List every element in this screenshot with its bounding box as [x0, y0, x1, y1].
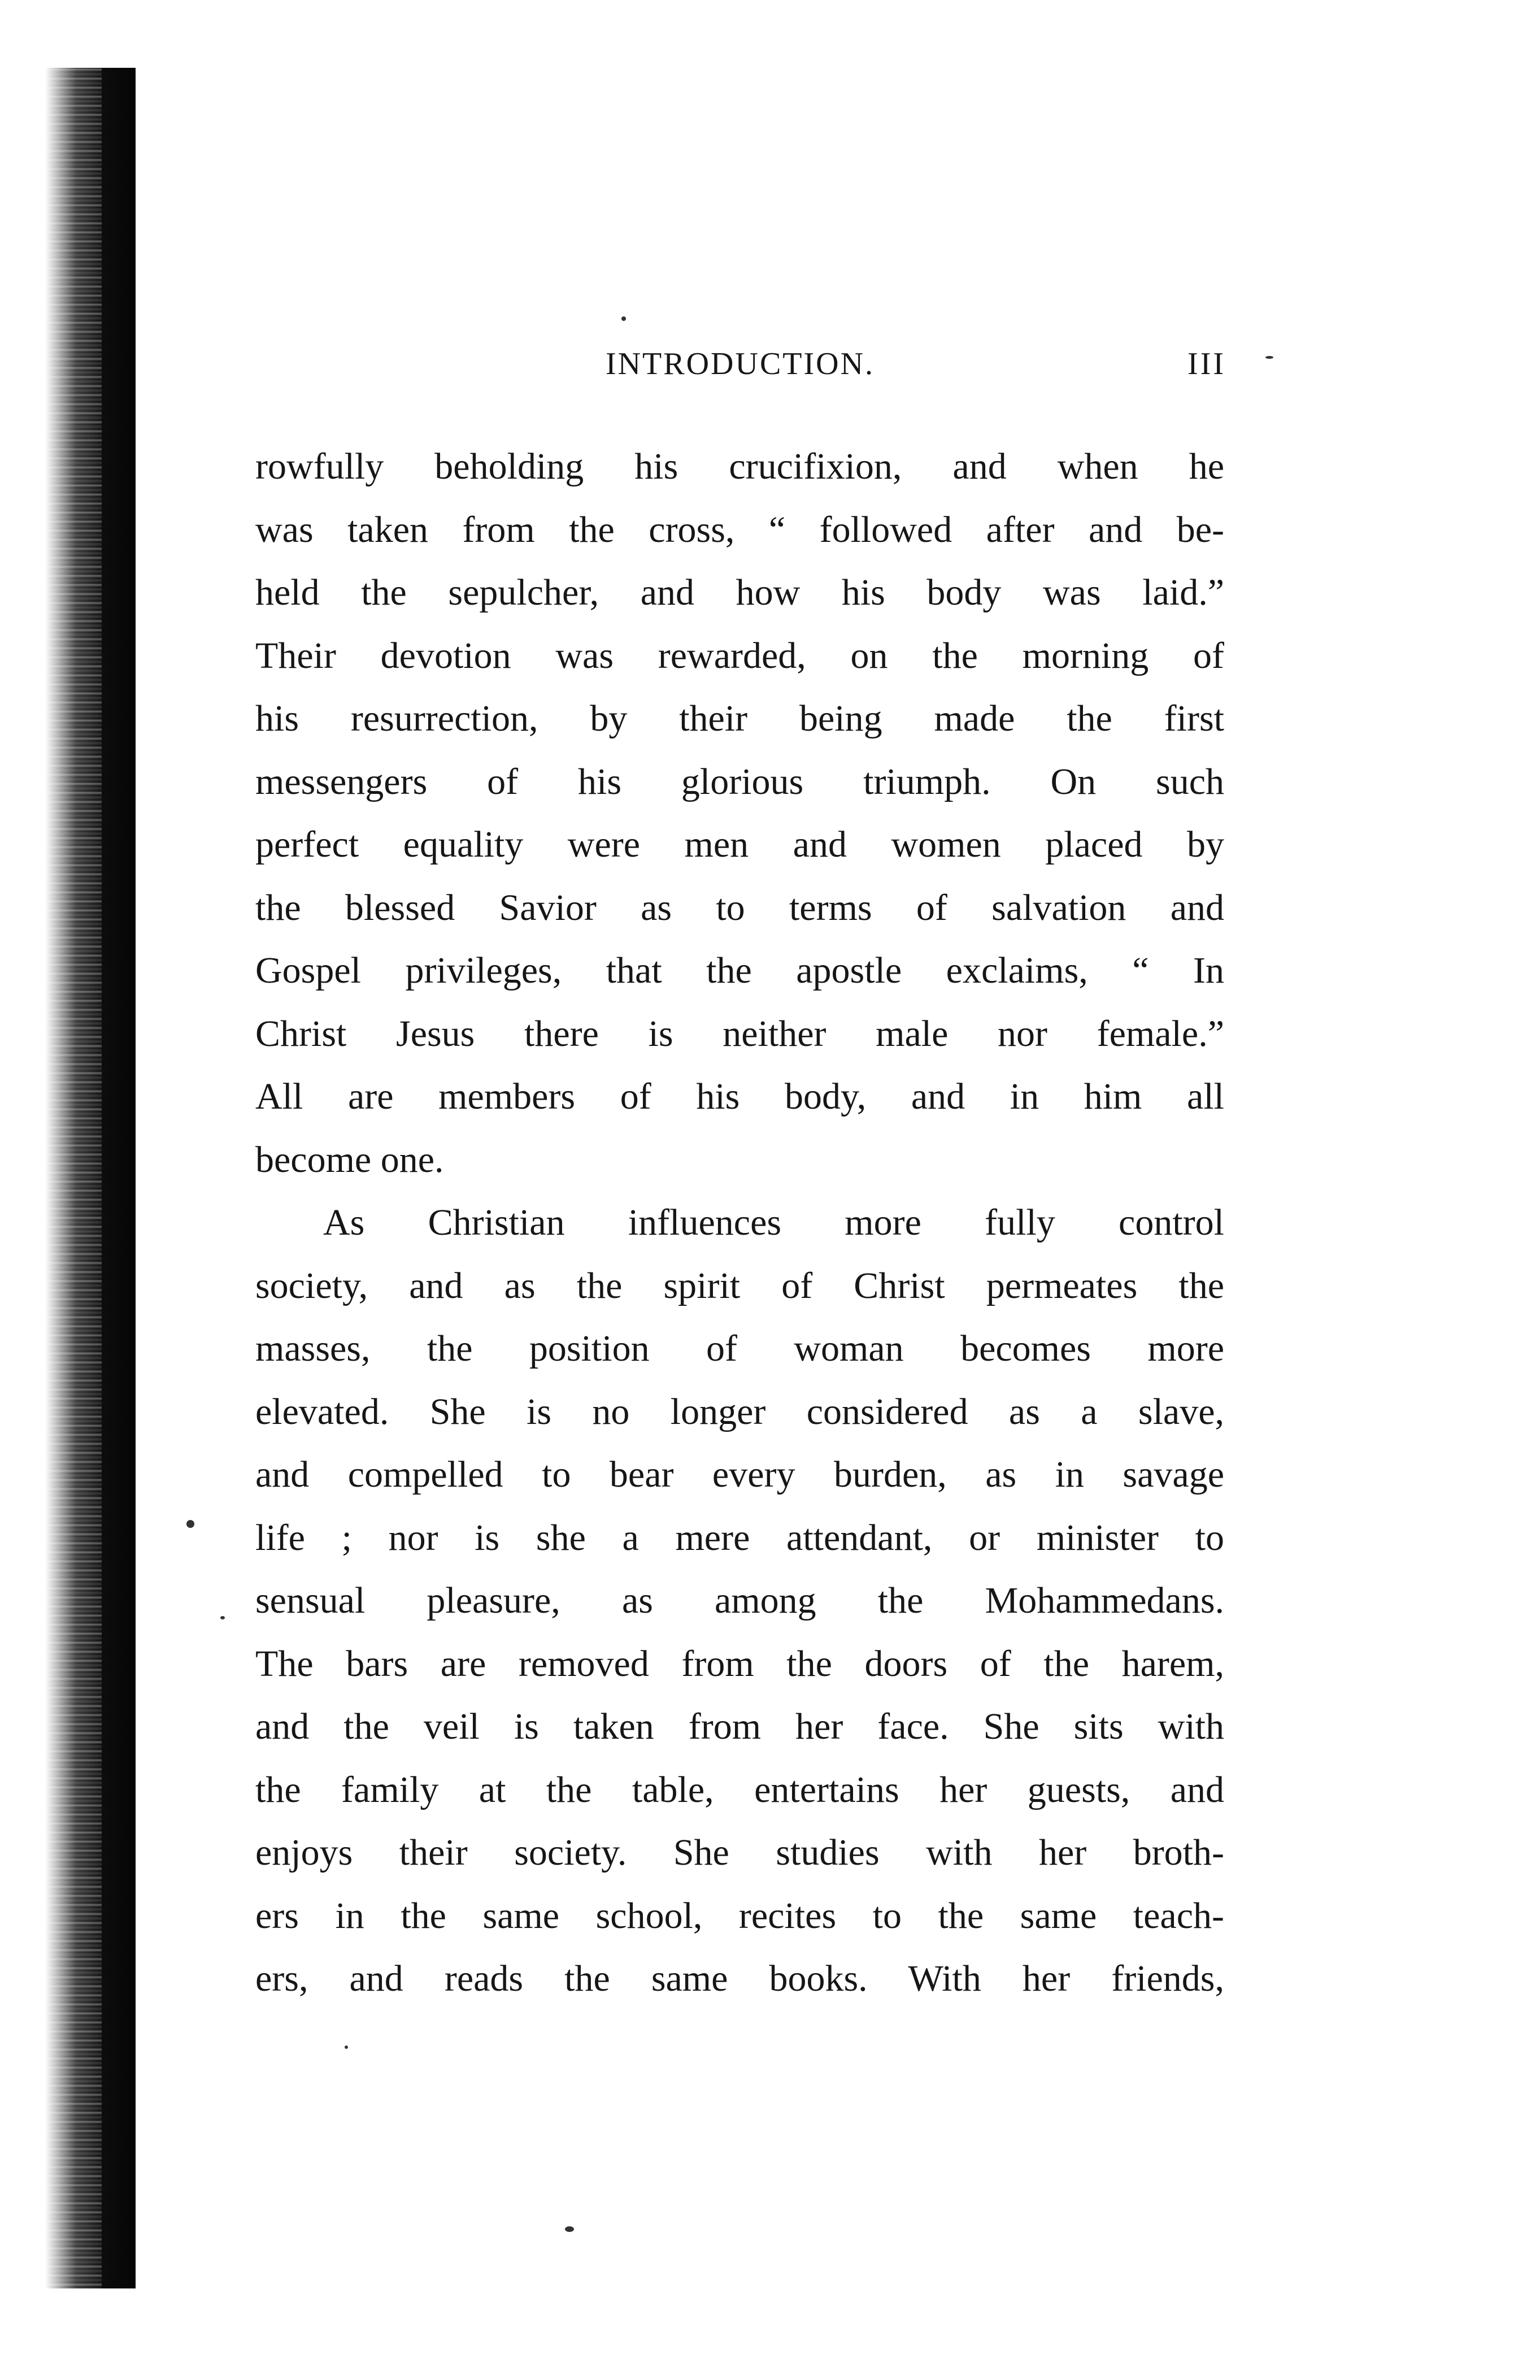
scan-speck — [220, 1616, 225, 1619]
text-line: Gospel privileges, that the apostle exclaims, “ In — [255, 950, 1224, 991]
text-line: ers in the same school, recites to the same teach- — [255, 1895, 1224, 1936]
page-header — [254, 346, 1226, 391]
text-line: his resurrection, by their being made the first — [255, 698, 1224, 739]
text-line: Their devotion was rewarded, on the morning of — [255, 635, 1224, 676]
text-line: rowfully beholding his crucifixion, and when he — [255, 446, 1224, 487]
page-number: III — [1187, 346, 1226, 381]
scan-speck — [345, 2045, 348, 2049]
text-line: enjoys their society. She studies with her broth- — [255, 1832, 1224, 1873]
paragraph-first-line: As Christian influences more fully control — [323, 1202, 1224, 1243]
text-line: All are members of his body, and in him all — [255, 1076, 1224, 1117]
scan-speck — [565, 2226, 574, 2232]
text-line: elevated. She is no longer considered as a slave, — [255, 1391, 1224, 1432]
text-line: the blessed Savior as to terms of salvation and — [255, 887, 1224, 928]
text-line: masses, the position of woman becomes more — [255, 1328, 1224, 1369]
text-line: ers, and reads the same books. With her friends, — [255, 1958, 1224, 1999]
running-title: INTRODUCTION. — [605, 346, 875, 381]
text-line: Christ Jesus there is neither male nor female.” — [255, 1013, 1224, 1054]
text-line: held the sepulcher, and how his body was laid.” — [255, 572, 1224, 613]
text-line: messengers of his glorious triumph. On such — [255, 761, 1224, 802]
text-line: The bars are removed from the doors of the harem, — [255, 1643, 1224, 1684]
scan-speck — [621, 316, 626, 321]
book-binding-edge — [45, 68, 136, 2288]
text-line: the family at the table, entertains her guests, and — [255, 1769, 1224, 1810]
scan-speck — [186, 1520, 194, 1528]
text-line: and the veil is taken from her face. She sits with — [255, 1706, 1224, 1747]
scan-speck — [1265, 356, 1273, 359]
text-line: sensual pleasure, as among the Mohammedans. — [255, 1580, 1224, 1621]
text-line: society, and as the spirit of Christ permeates the — [255, 1265, 1224, 1306]
text-line: and compelled to bear every burden, as in savage — [255, 1454, 1224, 1495]
text-line: become one. — [255, 1139, 444, 1180]
text-line: perfect equality were men and women placed by — [255, 824, 1224, 865]
body-text — [255, 435, 1224, 2010]
text-line: life ; nor is she a mere attendant, or minister to — [255, 1517, 1224, 1558]
text-line: was taken from the cross, “ followed after and be- — [255, 509, 1224, 550]
